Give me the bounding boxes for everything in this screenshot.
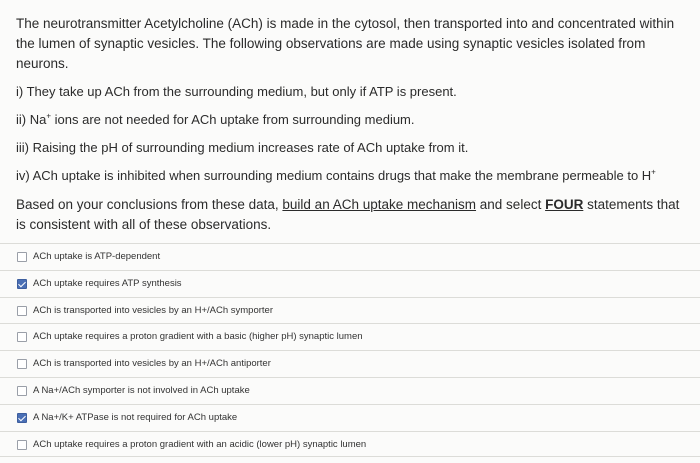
observation-2-post: ions are not needed for ACh uptake from surrounding medium. (51, 112, 415, 127)
instruction-post: statements that is consistent with all of these observations. (16, 197, 680, 232)
answer-options (0, 243, 700, 457)
option-row[interactable] (0, 404, 700, 431)
observation-3: iii) Raising the pH of surrounding medium increases rate of ACh uptake from it. (16, 140, 469, 155)
option-row[interactable] (0, 431, 700, 458)
question-instruction (16, 195, 688, 235)
option-label[interactable]: ACh is transported into vesicles by an H+/ACh symporter (33, 304, 273, 316)
checkbox[interactable] (17, 332, 27, 342)
option-label[interactable]: ACh uptake requires a proton gradient with a basic (higher pH) synaptic lumen (33, 331, 363, 343)
option-row[interactable] (0, 323, 700, 350)
checkbox[interactable] (17, 252, 27, 262)
observation-2-pre: ii) Na (16, 112, 47, 127)
checkbox[interactable] (17, 413, 27, 423)
option-label[interactable]: ACh is transported into vesicles by an H+/ACh antiporter (33, 358, 271, 370)
option-label[interactable]: ACh uptake requires a proton gradient with an acidic (lower pH) synaptic lumen (33, 438, 367, 450)
observation-1: i) They take up ACh from the surrounding medium, but only if ATP is present. (16, 84, 457, 99)
checkbox[interactable] (17, 440, 27, 450)
checkbox[interactable] (17, 359, 27, 369)
instruction-pre: Based on your conclusions from these data, (16, 197, 283, 212)
observation-4 (16, 167, 688, 185)
checkbox[interactable] (17, 279, 27, 289)
option-row[interactable] (0, 350, 700, 377)
instruction-bold: FOUR (545, 197, 584, 212)
option-label[interactable]: ACh uptake requires ATP synthesis (33, 277, 182, 289)
instruction-underline: build an ACh uptake mechanism (282, 197, 477, 212)
option-label[interactable]: A Na+/ACh symporter is not involved in ACh uptake (33, 384, 250, 396)
question-intro: The neurotransmitter Acetylcholine (ACh) is made in the cytosol, then transported into and concentrated within the lumen of synaptic vesicles. The following observations are made using synaptic vesicles isolated from neurons. (16, 16, 675, 71)
observation-4-sup: + (651, 167, 656, 177)
option-row[interactable] (0, 377, 700, 404)
instruction-mid: and select (476, 197, 546, 212)
option-row[interactable] (0, 297, 700, 324)
checkbox[interactable] (17, 386, 27, 396)
observation-2 (16, 111, 688, 129)
option-label[interactable]: ACh uptake is ATP-dependent (33, 251, 161, 262)
option-row[interactable] (0, 270, 700, 297)
option-row[interactable] (0, 243, 700, 270)
checkbox[interactable] (17, 306, 27, 316)
question-text (16, 14, 688, 235)
observation-2-sup: + (46, 111, 52, 121)
observation-4-pre: iv) ACh uptake is inhibited when surrounding medium contains drugs that make the membrane permeable to H (16, 168, 652, 183)
option-label[interactable]: A Na+/K+ ATPase is not required for ACh uptake (33, 411, 238, 423)
